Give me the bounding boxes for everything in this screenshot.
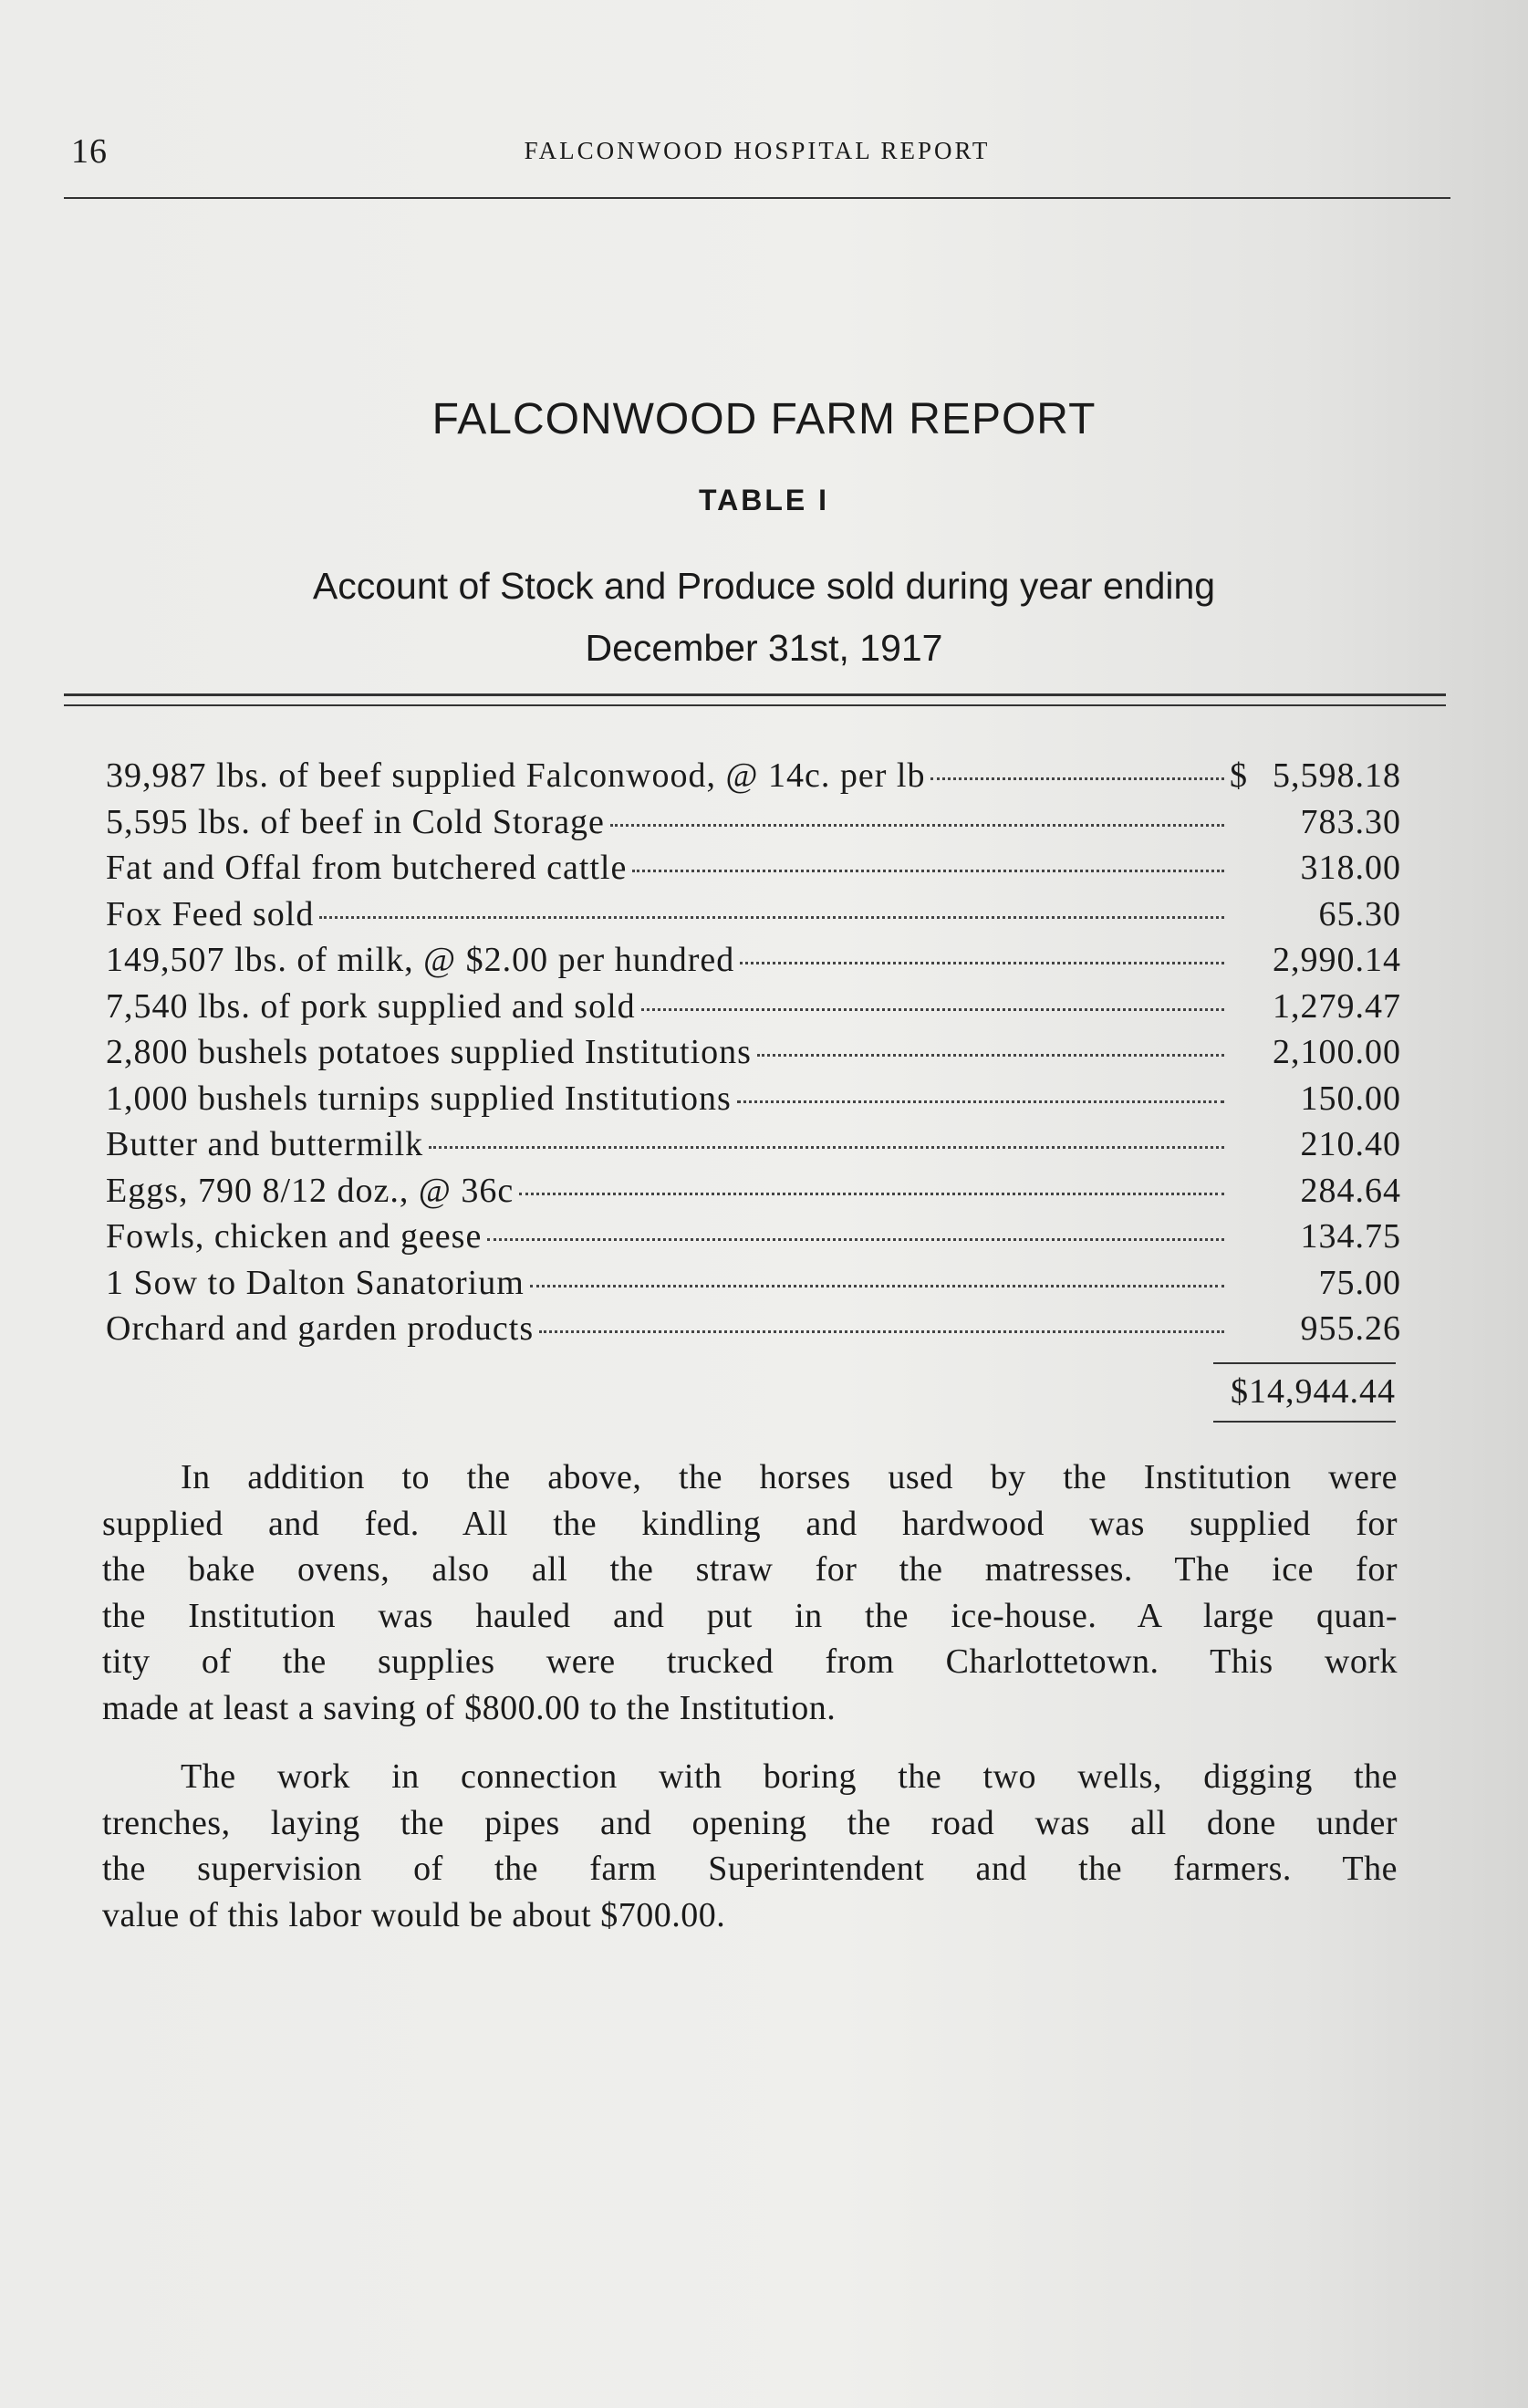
- caption-line-2: December 31st, 1917: [585, 627, 943, 669]
- ledger-item-description: 7,540 lbs. of pork supplied and sold: [106, 986, 636, 1026]
- ledger-row: [106, 894, 1401, 941]
- ledger-item-amount: 1,279.47: [1273, 986, 1401, 1026]
- ledger-item-amount: 284.64: [1300, 1171, 1401, 1210]
- paragraph-line: tity of the supplies were trucked from Charlottetown. This work: [102, 1642, 1398, 1681]
- table-double-rule: [64, 693, 1446, 706]
- paragraph-line: value of this labor would be about $700.00.: [102, 1895, 726, 1934]
- ledger-row: [106, 848, 1401, 894]
- ledger-item-description: 39,987 lbs. of beef supplied Falconwood, @ 14c. per lb: [106, 756, 926, 795]
- ledger-item-description: 149,507 lbs. of milk, @ $2.00 per hundred: [106, 941, 735, 979]
- ledger-item-description: Fat and Offal from butchered cattle: [106, 849, 628, 887]
- ledger-row: [106, 802, 1401, 849]
- dot-leader: [737, 1100, 1224, 1103]
- paragraph-line: The work in connection with boring the two wells, digging the: [181, 1757, 1398, 1796]
- ledger-item-description: Butter and buttermilk: [106, 1125, 424, 1163]
- dot-leader: [757, 1054, 1224, 1057]
- dot-leader: [519, 1193, 1224, 1195]
- ledger-row: [106, 1124, 1401, 1171]
- ledger-item-amount: 75.00: [1318, 1263, 1401, 1302]
- ledger-item-description: 5,595 lbs. of beef in Cold Storage: [106, 802, 605, 841]
- ledger-row: [106, 1171, 1401, 1217]
- ledger-item-amount: 2,990.14: [1273, 941, 1401, 979]
- ledger-row: [106, 1079, 1401, 1125]
- ledger-item-amount: 210.40: [1300, 1125, 1401, 1163]
- ledger-item-amount: 150.00: [1300, 1079, 1401, 1118]
- paragraph-line: made at least a saving of $800.00 to the Institution.: [102, 1688, 837, 1727]
- table-label: TABLE I: [698, 484, 830, 516]
- caption-line-1: Account of Stock and Produce sold during year ending: [312, 565, 1216, 607]
- ledger-item-description: Orchard and garden products: [106, 1309, 535, 1348]
- header-rule: [64, 197, 1450, 199]
- running-head: FALCONWOOD HOSPITAL REPORT: [524, 137, 991, 164]
- ledger-item-description: Eggs, 790 8/12 doz., @ 36c: [106, 1171, 515, 1210]
- ledger-item-amount: 5,598.18: [1273, 756, 1401, 795]
- paragraph-line: the Institution was hauled and put in the ice-house. A large quan-: [102, 1596, 1398, 1635]
- ledger-item-amount: 318.00: [1300, 849, 1401, 887]
- ledger-row: [106, 1216, 1401, 1263]
- paragraph-line: In addition to the above, the horses used by the Institution were: [181, 1458, 1398, 1496]
- dot-leader: [487, 1238, 1224, 1241]
- ledger-row: [106, 1032, 1401, 1079]
- dot-leader: [530, 1285, 1224, 1287]
- dot-leader: [539, 1330, 1224, 1333]
- page-number: 16: [71, 132, 108, 171]
- paragraph-wells-work: [102, 1754, 1398, 1938]
- ledger-row: [106, 756, 1401, 802]
- dot-leader: [641, 1008, 1224, 1011]
- ledger-item-amount: 134.75: [1300, 1217, 1401, 1256]
- report-title: FALCONWOOD FARM REPORT: [431, 395, 1097, 443]
- paragraph-line: the supervision of the farm Superintendent and the farmers. The: [102, 1850, 1398, 1888]
- dot-leader: [610, 824, 1224, 827]
- ledger-currency-sign: $: [1230, 756, 1248, 795]
- ledger-item-description: 1,000 bushels turnips supplied Institutions: [106, 1079, 732, 1118]
- ledger-row: [106, 940, 1401, 986]
- ledger-row: [106, 1308, 1401, 1355]
- ledger-item-description: Fox Feed sold: [106, 894, 315, 933]
- ledger-item-amount: 955.26: [1300, 1309, 1401, 1348]
- dot-leader: [740, 962, 1224, 964]
- ledger-item-amount: 2,100.00: [1273, 1033, 1401, 1071]
- paragraph-line: supplied and fed. All the kindling and hardwood was supplied for: [102, 1504, 1398, 1543]
- paragraph-line: the bake ovens, also all the straw for the matresses. The ice for: [102, 1550, 1398, 1589]
- dot-leader: [429, 1146, 1224, 1149]
- ledger-table: [106, 756, 1401, 1355]
- ledger-row: [106, 986, 1401, 1033]
- dot-leader: [632, 870, 1224, 872]
- dot-leader: [930, 777, 1224, 780]
- ledger-item-description: Fowls, chicken and geese: [106, 1217, 483, 1256]
- ledger-item-description: 2,800 bushels potatoes supplied Institutions: [106, 1033, 752, 1071]
- ledger-item-description: 1 Sow to Dalton Sanatorium: [106, 1263, 525, 1302]
- ledger-row: [106, 1263, 1401, 1309]
- dot-leader: [319, 916, 1224, 919]
- ledger-item-amount: 783.30: [1300, 802, 1401, 841]
- ledger-total: $14,944.44: [1213, 1362, 1396, 1423]
- paragraph-additional-work: [102, 1454, 1398, 1731]
- paragraph-line: trenches, laying the pipes and opening the road was all done under: [102, 1803, 1398, 1842]
- table-caption: [128, 555, 1400, 679]
- ledger-item-amount: 65.30: [1318, 894, 1401, 933]
